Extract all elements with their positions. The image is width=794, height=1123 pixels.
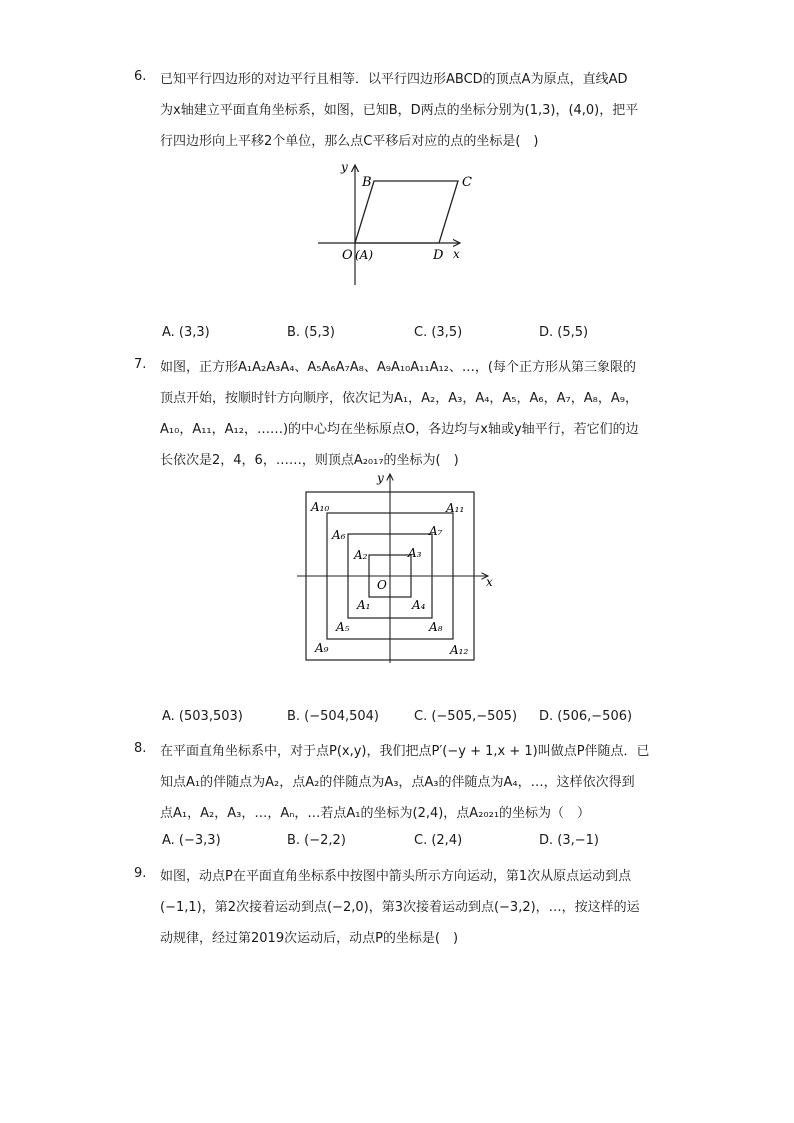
question-number: 7. — [134, 357, 147, 372]
vertex-a7-label: A₇ — [429, 524, 443, 538]
y-axis-label: y — [341, 160, 348, 174]
vertex-a5-label: A₅ — [336, 620, 350, 634]
question-text-line: 如图，正方形A₁A₂A₃A₄、A₅A₆A₇A₈、A₉A₁₀A₁₁A₁₂、…，(每个正方形从第三象限的 — [160, 360, 636, 375]
y-axis-label: y — [377, 471, 384, 485]
parallelogram-abcd — [355, 181, 458, 243]
vertex-a11-label: A₁₁ — [446, 501, 465, 515]
vertex-a10-label: A₁₀ — [311, 500, 330, 514]
vertex-a3-label: A₃ — [408, 546, 422, 560]
parallelogram-figure — [312, 155, 472, 290]
question-text-line: 如图，动点P在平面直角坐标系中按图中箭头所示方向运动，第1次从原点运动到点 — [160, 869, 632, 884]
option-a: A. (503,503) — [162, 709, 243, 724]
option-d: D. (506,−506) — [539, 709, 633, 724]
vertex-a8-label: A₈ — [429, 620, 443, 634]
vertex-a1-label: A₁ — [357, 598, 371, 612]
question-number: 8. — [134, 741, 147, 756]
point-c-label: C — [462, 175, 472, 190]
x-axis-label: x — [486, 575, 493, 589]
nested-squares-figure — [290, 468, 500, 666]
vertex-a2-label: A₂ — [354, 548, 368, 562]
option-a: A. (−3,3) — [162, 833, 221, 848]
question-text-line: 行四边形向上平移2个单位，那么点C平移后对应的点的坐标是( ) — [160, 134, 539, 149]
vertex-a9-label: A₉ — [315, 641, 329, 655]
vertex-a4-label: A₄ — [412, 598, 426, 612]
point-d-label: D — [433, 248, 444, 263]
question-text-line: 在平面直角坐标系中，对于点P(x,y)，我们把点P′(−y + 1,x + 1)叫做点P伴随点．已 — [160, 744, 650, 759]
vertex-a12-label: A₁₂ — [450, 643, 469, 657]
question-text-line: 点A₁，A₂，A₃，…，Aₙ，…若点A₁的坐标为(2,4)，点A₂₀₂₁的坐标为（ ） — [160, 806, 591, 821]
option-c: C. (2,4) — [414, 833, 463, 848]
option-b: B. (−2,2) — [287, 833, 346, 848]
option-c: C. (3,5) — [414, 325, 463, 340]
question-text-line: 为x轴建立平面直角坐标系，如图，已知B，D两点的坐标分别为(1,3)，(4,0)，把平 — [160, 103, 639, 118]
option-d: D. (3,−1) — [539, 833, 599, 848]
option-a: A. (3,3) — [162, 325, 210, 340]
question-text-line: 长依次是2，4，6，……，则顶点A₂₀₁₇的坐标为( ) — [160, 453, 459, 468]
question-text-line: 知点A₁的伴随点为A₂，点A₂的伴随点为A₃，点A₃的伴随点为A₄，…，这样依次得到 — [160, 775, 635, 790]
question-text-line: 动规律，经过第2019次运动后，动点P的坐标是( ) — [160, 931, 459, 946]
point-a-label: (A) — [355, 248, 374, 262]
origin-label: O — [377, 578, 387, 592]
x-axis-label: x — [453, 247, 460, 261]
question-text-line: A₁₀，A₁₁，A₁₂，……)的中心均在坐标原点O，各边均与x轴或y轴平行，若它们的边 — [160, 422, 639, 437]
vertex-a6-label: A₆ — [332, 528, 346, 542]
question-number: 9. — [134, 866, 147, 881]
option-b: B. (5,3) — [287, 325, 336, 340]
question-text-line: (−1,1)，第2次接着运动到点(−2,0)，第3次接着运动到点(−3,2)，…，按这样的运 — [160, 900, 640, 915]
option-b: B. (−504,504) — [287, 709, 379, 724]
question-number: 6. — [134, 69, 147, 84]
point-b-label: B — [362, 175, 372, 190]
option-c: C. (−505,−505) — [414, 709, 518, 724]
question-text-line: 已知平行四边形的对边平行且相等．以平行四边形ABCD的顶点A为原点，直线AD — [160, 72, 628, 87]
point-o-label: O — [342, 248, 353, 263]
option-d: D. (5,5) — [539, 325, 589, 340]
question-text-line: 顶点开始，按顺时针方向顺序，依次记为A₁，A₂，A₃，A₄，A₅，A₆，A₇，A₈，A₉， — [160, 391, 638, 406]
